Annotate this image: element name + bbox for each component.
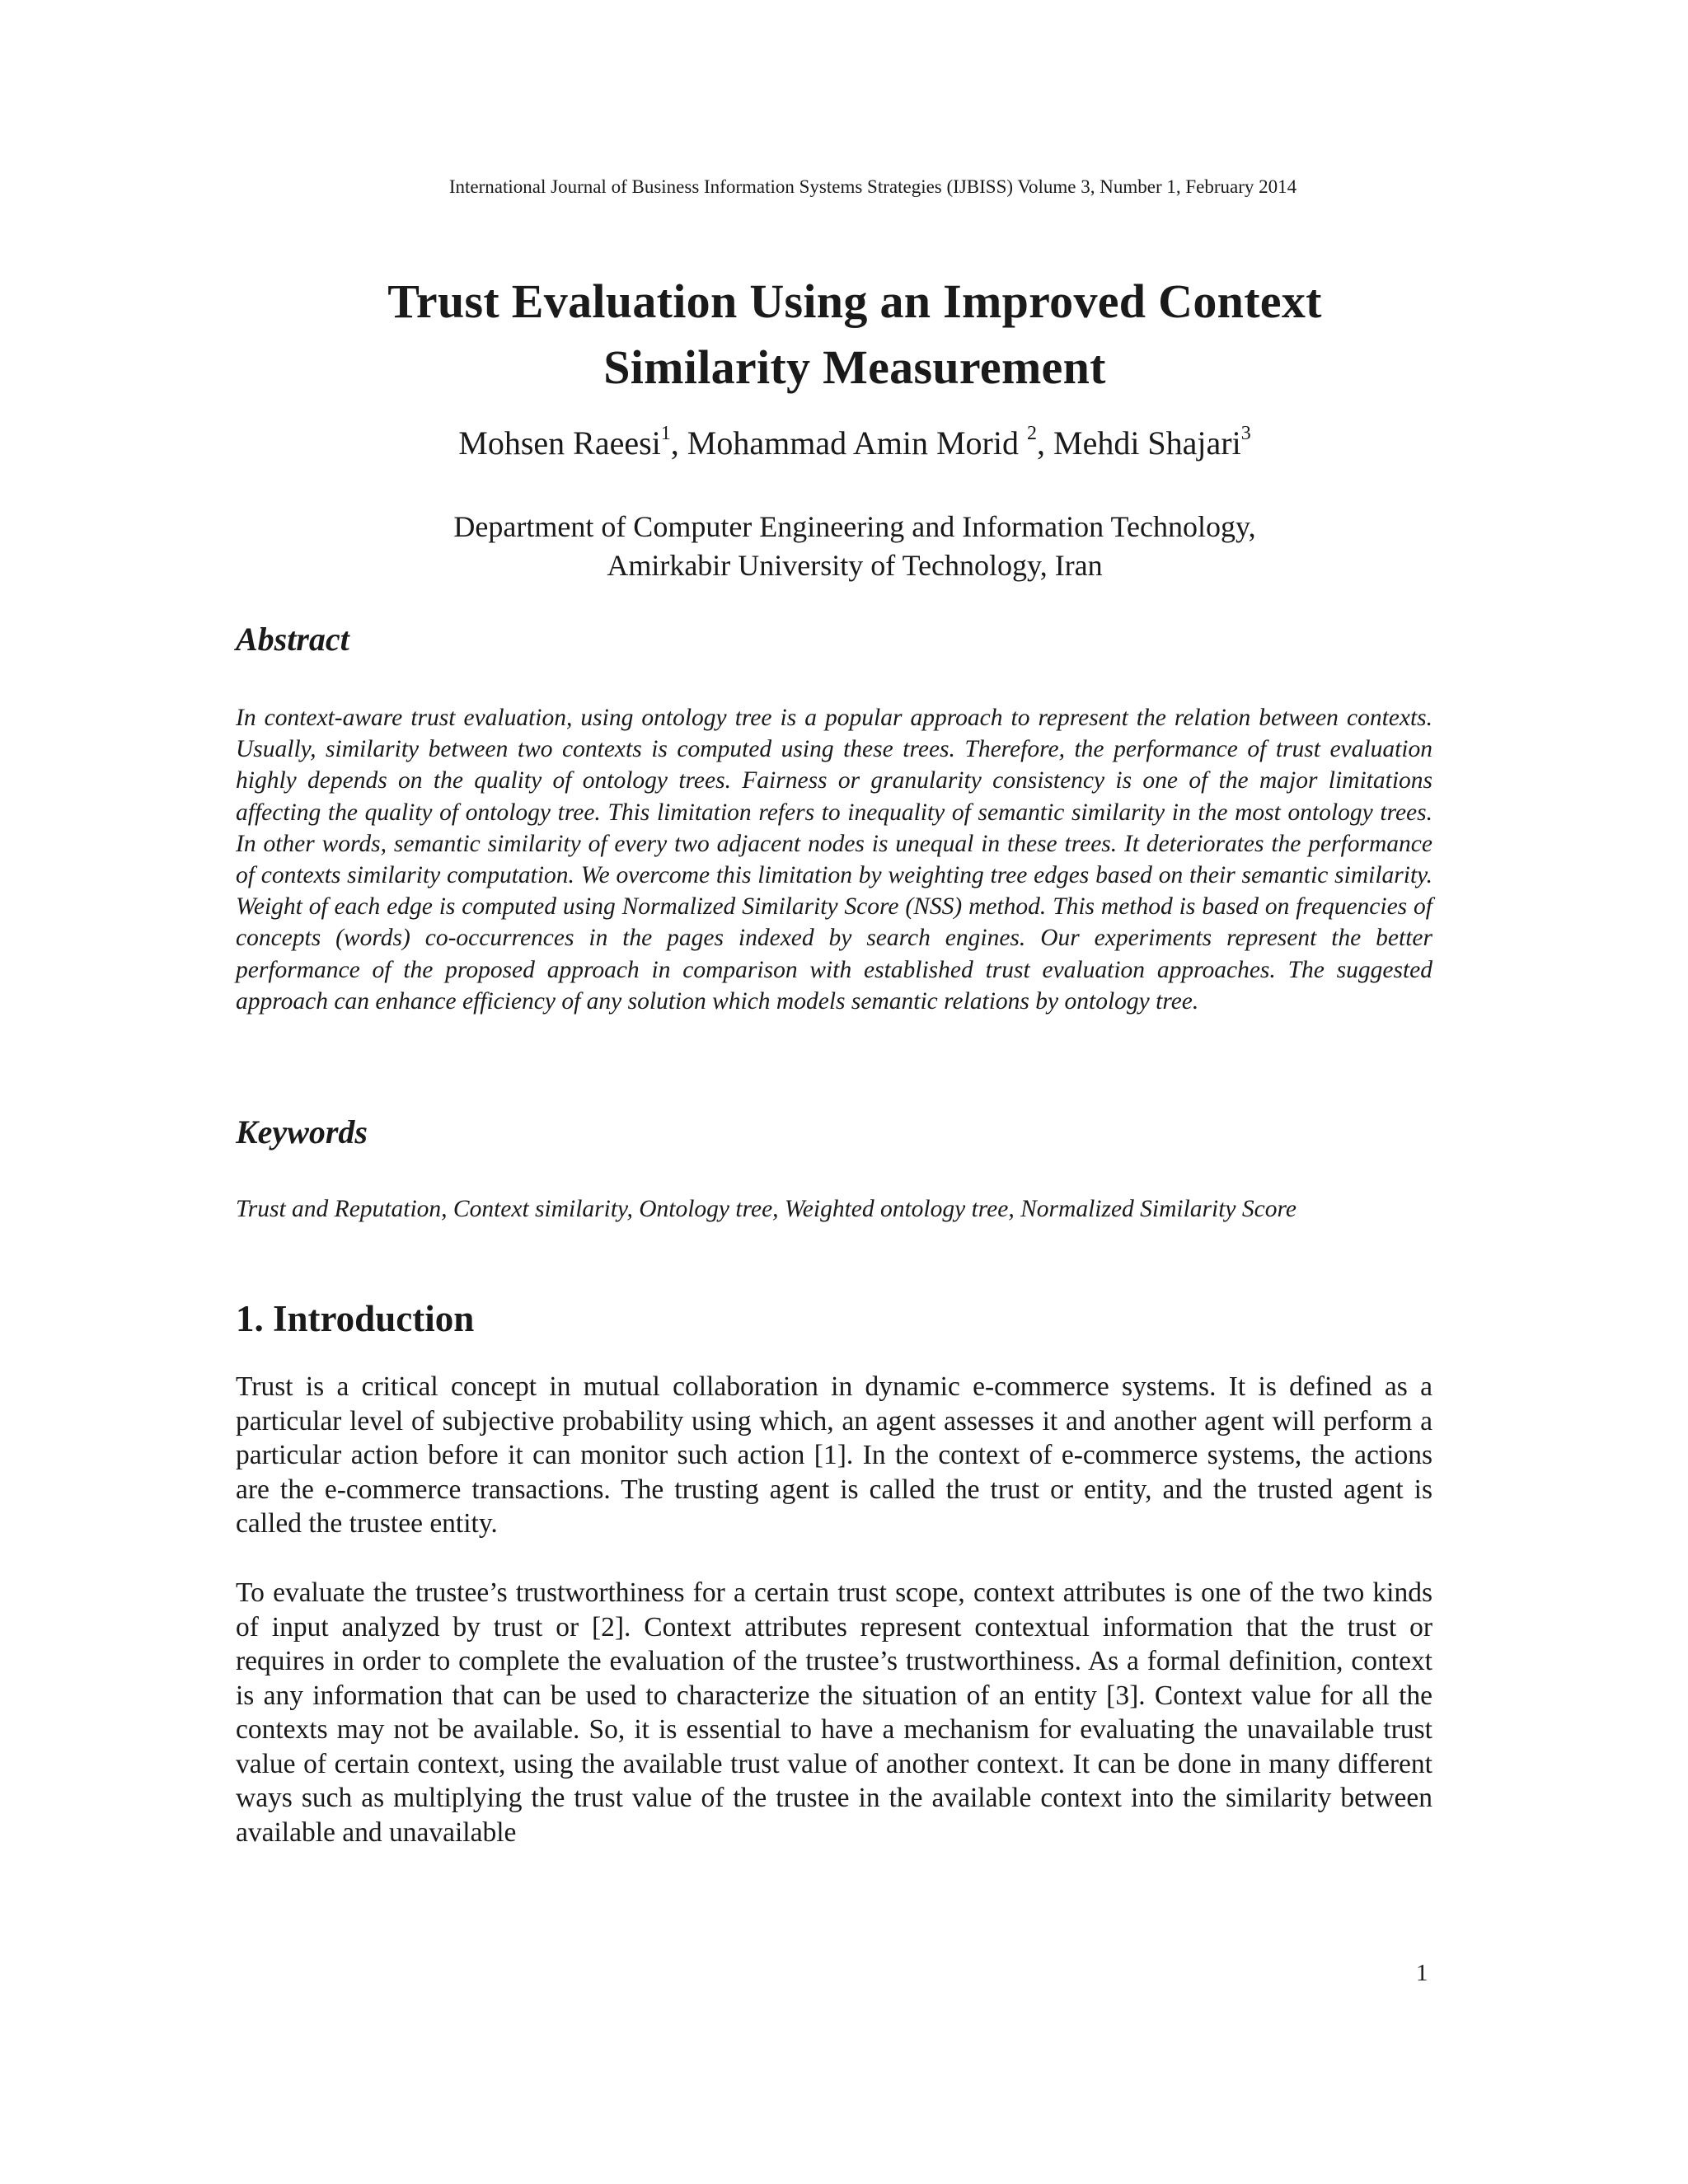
abstract-body: In context-aware trust evaluation, using ontology tree is a popular approach to represent the relation between contexts. Usually, similarity between two contexts is computed using these trees. Therefore, the performance of trust evaluation highly depends on the quality of ontology trees. Fairness or granularity consistency is one of the major limitations affecting the quality of ontology tree. This limitation refers to inequality of semantic similarity in the most ontology trees. In other words, semantic similarity of every two adjacent nodes is unequal in these trees. It deteriorates the performance of contexts similarity computation. We overcome this limitation by weighting tree edges based on their semantic similarity. Weight of each edge is computed using Normalized Similarity Score (NSS) method. This method is based on frequencies of concepts (words) co-occurrences in the pages indexed by search engines. Our experiments represent the better performance of the proposed approach in comparison with established trust evaluation approaches. The suggested approach can enhance efficiency of any solution which models semantic relations by ontology tree.: [236, 705, 1432, 1015]
title-line-1: Trust Evaluation Using an Improved Context: [387, 274, 1322, 328]
author-name: Mohsen Raeesi: [458, 424, 661, 462]
running-header: International Journal of Business Information Systems Strategies (IJBISS) Volume 3, Number 1, February 2014: [448, 176, 1297, 197]
title-line-2: Similarity Measurement: [603, 340, 1106, 394]
affiliation: [0, 508, 1688, 585]
author-separator: ,: [1037, 424, 1053, 462]
author-affiliation-mark: 2: [1027, 423, 1037, 444]
keywords-heading: Keywords: [236, 1113, 368, 1151]
author-affiliation-mark: 1: [660, 423, 671, 444]
author-affiliation-mark: 3: [1240, 423, 1251, 444]
abstract-heading: Abstract: [236, 621, 349, 658]
author-separator: ,: [670, 424, 687, 462]
affiliation-line-2: Amirkabir University of Technology, Iran: [607, 549, 1103, 582]
introduction-heading: 1. Introduction: [236, 1298, 475, 1339]
author-list: [0, 424, 1688, 462]
introduction-paragraph-2: To evaluate the trustee’s trustworthiness for a certain trust scope, context attributes is one of the two kinds of input analyzed by trust or [2]. Context attributes represent contextual information that the trust or requires in order to complete the evaluation of the trustee’s trustworthiness. As a formal definition, context is any information that can be used to characterize the situation of an entity [3]. Context value for all the contexts may not be available. So, it is essential to have a mechanism for evaluating the unavailable trust value of certain context, using the available trust value of another context. It can be done in many different ways such as multiplying the trust value of the trustee in the available context into the similarity between available and unavailable: [236, 1577, 1432, 1848]
keywords-body: Trust and Reputation, Context similarity, Ontology tree, Weighted ontology tree, Normalized Similarity Score: [236, 1196, 1296, 1222]
page-number: 1: [1416, 1960, 1428, 1986]
paper-title: [0, 269, 1688, 401]
affiliation-line-1: Department of Computer Engineering and Information Technology,: [453, 510, 1256, 543]
introduction-paragraph-1: Trust is a critical concept in mutual collaboration in dynamic e-commerce systems. It is defined as a particular level of subjective probability using which, an agent assesses it and another agent will perform a particular action before it can monitor such action [1]. In the context of e-commerce systems, the actions are the e-commerce transactions. The trusting agent is called the trust or entity, and the trusted agent is called the trustee entity.: [236, 1371, 1432, 1539]
author-name: Mohammad Amin Morid: [687, 424, 1027, 462]
author-name: Mehdi Shajari: [1053, 424, 1241, 462]
